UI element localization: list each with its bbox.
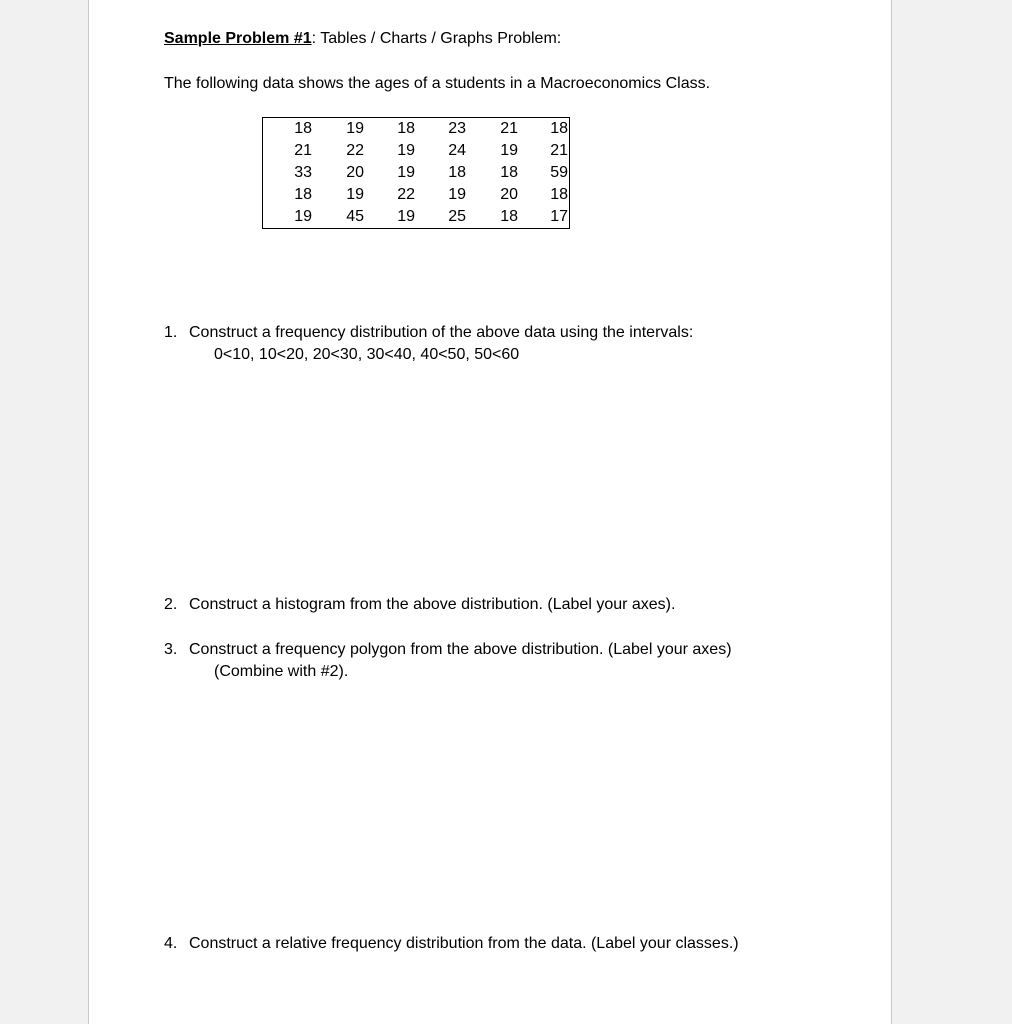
problem-title: Sample Problem #1 [164, 30, 312, 47]
question-continuation: (Combine with #2). [214, 663, 349, 680]
table-row [263, 184, 570, 206]
table-cell: 17 [550, 208, 568, 225]
table-cell: 18 [294, 120, 312, 137]
table-cell: 18 [500, 208, 518, 225]
question-number: 1. [164, 324, 178, 341]
question-4 [164, 933, 739, 955]
table-cell: 18 [550, 186, 568, 203]
question-text: Construct a frequency distribution of the above data using the intervals: [189, 324, 694, 341]
table-cell: 19 [397, 164, 415, 181]
table-cell: 20 [500, 186, 518, 203]
table-cell: 25 [448, 208, 466, 225]
table-row [263, 140, 570, 162]
table-cell: 19 [397, 142, 415, 159]
problem-heading [164, 29, 561, 49]
question-number: 2. [164, 596, 178, 613]
question-text: Construct a relative frequency distribution from the data. (Label your classes.) [189, 935, 739, 952]
table-cell: 22 [346, 142, 364, 159]
table-cell: 21 [550, 142, 568, 159]
question-2 [164, 594, 675, 616]
table-row [263, 162, 570, 184]
table-cell: 21 [500, 120, 518, 137]
question-3 [164, 639, 732, 683]
intro-text: The following data shows the ages of a students in a Macroeconomics Class. [164, 75, 711, 92]
table-cell: 19 [500, 142, 518, 159]
table-cell: 18 [500, 164, 518, 181]
table-cell: 59 [550, 164, 568, 181]
table-row [263, 206, 570, 229]
table-cell: 20 [346, 164, 364, 181]
table-cell: 45 [346, 208, 364, 225]
question-continuation: 0<10, 10<20, 20<30, 30<40, 40<50, 50<60 [214, 346, 520, 363]
question-text: Construct a frequency polygon from the above distribution. (Label your axes) [189, 641, 732, 658]
table-row [263, 118, 570, 141]
table-cell: 18 [448, 164, 466, 181]
ages-data-table [262, 117, 570, 229]
table-cell: 19 [346, 120, 364, 137]
problem-subtitle: : Tables / Charts / Graphs Problem: [311, 30, 562, 47]
table-cell: 18 [550, 120, 568, 137]
question-number: 4. [164, 935, 178, 952]
table-cell: 23 [448, 120, 466, 137]
table-cell: 19 [448, 186, 466, 203]
table-cell: 19 [397, 208, 415, 225]
table-cell: 33 [294, 164, 312, 181]
question-text: Construct a histogram from the above distribution. (Label your axes). [189, 596, 676, 613]
table-cell: 24 [448, 142, 466, 159]
table-cell: 22 [397, 186, 415, 203]
table-cell: 19 [346, 186, 364, 203]
table-cell: 18 [294, 186, 312, 203]
question-1 [164, 322, 693, 366]
document-page [88, 0, 892, 1024]
table-cell: 19 [294, 208, 312, 225]
table-cell: 21 [294, 142, 312, 159]
question-number: 3. [164, 641, 178, 658]
table-cell: 18 [397, 120, 415, 137]
